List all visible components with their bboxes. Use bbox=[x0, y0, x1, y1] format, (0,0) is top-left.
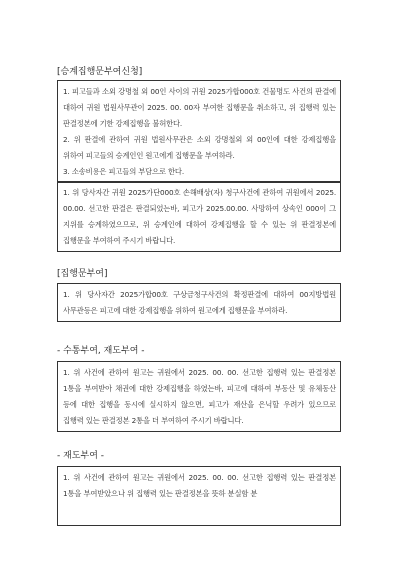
box5-paragraph-1: 1. 위 사건에 관하여 원고는 귀원에서 2025. 00. 00. 선고한 집행력 있는 판결정본 1통을 부여받았으나 위 집행력 있는 판결정본을 뜻하 분실함 분 bbox=[63, 473, 336, 498]
succession-application-box bbox=[57, 80, 341, 183]
box3-paragraph-1: 1. 위 당사자간 2025가합00호 구상금청구사건의 확정판결에 대하여 00지방법원 사무관등은 피고에 대한 강제집행을 위하여 원고에게 집행문을 부여하라. bbox=[63, 290, 336, 315]
reissuance-heading: - 재도부여 - bbox=[57, 451, 104, 461]
box1-paragraph-1: 1. 피고들과 소외 강명철 외 00인 사이의 귀원 2025가합000호 건물명도 사건의 판결에 대하여 귀원 법원사무관이 2025. 00. 00자 부여한 집행문을 취소하고, 위 집행력 있는 판결정본에 기한 강제집행을 불허한다. bbox=[63, 87, 336, 128]
box1-paragraph-2: 2. 위 판결에 관하여 귀원 법원사무관은 소외 강명철외 외 00인에 대한 강제집행을 위하여 피고들의 승계인인 원고에게 집행문을 부여하라. bbox=[63, 135, 336, 160]
succession-execution-heading: [승계집행문부여신청] bbox=[57, 67, 143, 77]
execution-order-heading: [집행문부여] bbox=[57, 269, 108, 279]
multiple-issuance-heading: - 수통부여, 재도부여 - bbox=[57, 346, 145, 356]
multiple-issuance-box bbox=[57, 361, 341, 432]
reissuance-box bbox=[57, 466, 341, 526]
box1-paragraph-3: 3. 소송비용은 피고들의 부담으로 한다. bbox=[63, 167, 184, 176]
inheritance-application-box bbox=[57, 181, 341, 252]
execution-order-box bbox=[57, 283, 341, 322]
box2-paragraph-1: 1. 위 당사자간 귀원 2025가단000호 손해배상(자) 청구사건에 관하여 귀원에서 2025. 00.00. 선고한 판결은 판결되었는바, 피고가 2025.00.00. 사망하여 상속인 000이 그 지위를 승계하였으므로, 위 승계인에 대하여 강제집행을 할 수 있는 위 판결정본에 집행문을 부여하여 주시기 바랍니다. bbox=[63, 188, 336, 245]
box4-paragraph-1: 1. 위 사건에 관하여 원고는 귀원에서 2025. 00. 00. 선고한 집행력 있는 판결정본 1통을 부여받아 채권에 대한 강제집행을 하였는바, 피고에 대하여 부동산 및 유체동산 등에 대한 집행을 동시에 실시하지 않으면, 피고가 재산을 은닉할 우려가 있으므로 집행력 있는 판결정본 2통을 더 부여하여 주시기 바랍니다. bbox=[63, 368, 336, 425]
